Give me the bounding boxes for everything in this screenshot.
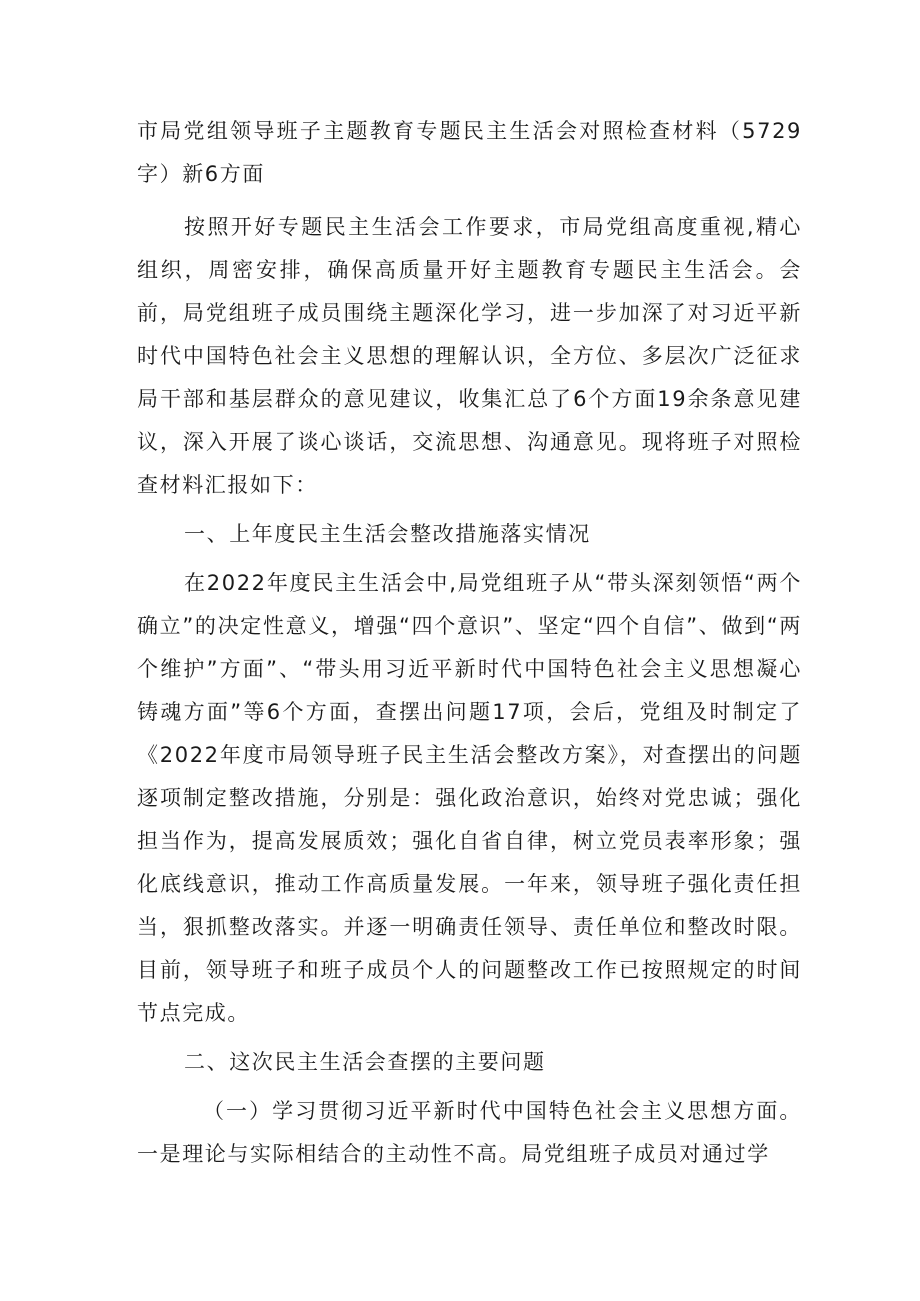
section-2-heading: 二、这次民主生活会查摆的主要问题	[184, 1050, 546, 1074]
section-1-heading: 一、上年度民主生活会整改措施落实情况	[184, 522, 591, 546]
section-1-paragraph: 在2022年度民主生活会中,局党组班子从“带头深刻领悟“两个确立”的决定性意义，增强“四个意识”、坚定“四个自信”、做到“两个维护”方面”、“带头用习近平新时代中国特色社会主义思想凝心铸魂方面”等6个方面，查摆出问题17项，会后，党组及时制定了《2022年度市局领导班子民主生活会整改方案》，对查摆出的问题逐项制定整改措施，分别是：强化政治意识，始终对党忠诚；强化担当作为，提高发展质效；强化自省自律，树立党员表率形象；强化底线意识，推动工作高质量发展。一年来，领导班子强化责任担当，狠抓整改落实。并逐一明确责任领导、责任单位和整改时限。目前，领导班子和班子成员个人的问题整改工作已按照规定的时间节点完成。	[137, 571, 802, 1025]
intro-paragraph: 按照开好专题民主生活会工作要求，市局党组高度重视,精心组织，周密安排，确保高质量开好主题教育专题民主生活会。会前，局党组班子成员围绕主题深化学习，进一步加深了对习近平新时代中国特色社会主义思想的理解认识，全方位、多层次广泛征求局干部和基层群众的意见建议，收集汇总了6个方面19余条意见建议，深入开展了谈心谈话，交流思想、沟通意见。现将班子对照检查材料汇报如下：	[137, 215, 802, 497]
section-2-subsection-1: （一）学习贯彻习近平新时代中国特色社会主义思想方面。一是理论与实际相结合的主动性不高。局党组班子成员对通过学	[137, 1099, 802, 1166]
document-title: 市局党组领导班子主题教育专题民主生活会对照检查材料（5729字）新6方面	[137, 119, 802, 186]
document-body	[137, 110, 802, 1176]
